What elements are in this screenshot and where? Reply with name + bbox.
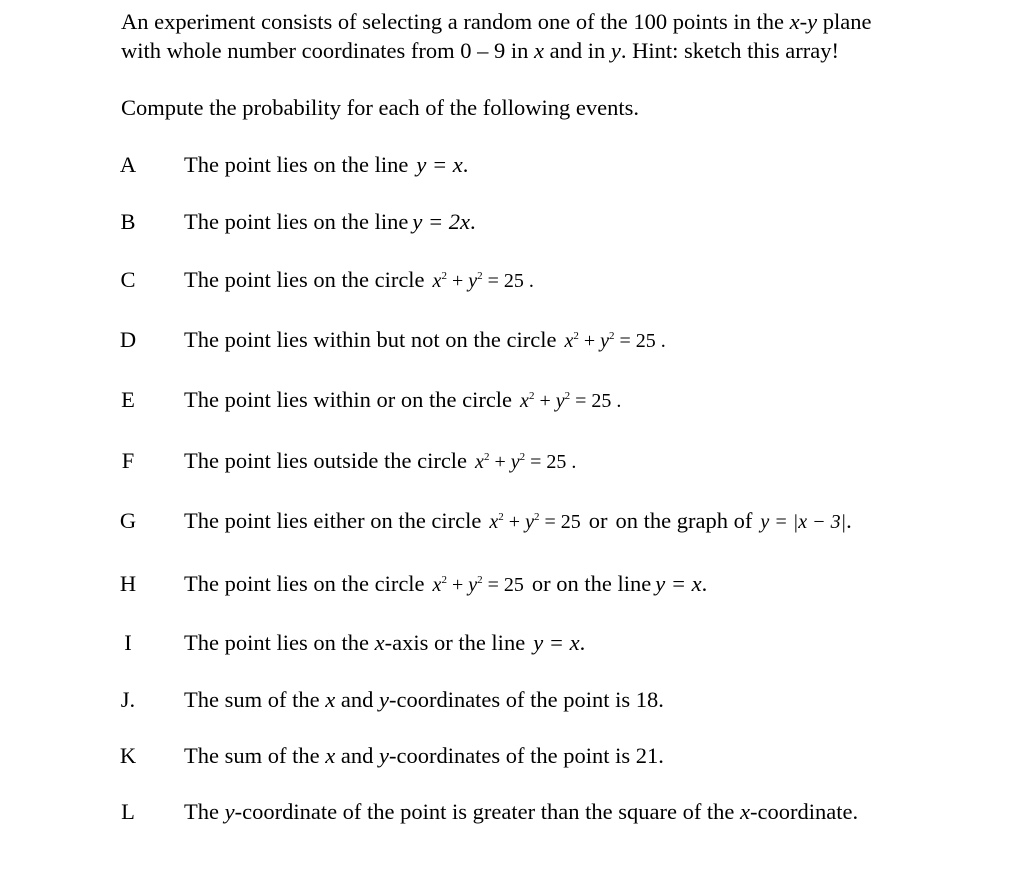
event-letter: H (119, 571, 137, 596)
intro-text: . Hint: sketch this array! (620, 38, 839, 63)
event-letter: L (121, 799, 135, 824)
equation: y = 2x (412, 209, 470, 234)
intro-var: x-y (789, 9, 818, 34)
event-text: The point lies outside the circle $x^2 + y^2 = 25$ . (184, 448, 577, 473)
circle-equation: $x^2 + y^2 = 25$ (489, 511, 581, 533)
event-letter: I (124, 630, 132, 655)
event-item-j (0, 685, 1024, 715)
event-item-h (0, 569, 1024, 599)
event-letter: D (119, 327, 137, 352)
event-text: The point lies on the circle $x^2 + y^2 = 25$ or on the line y = x. (184, 571, 708, 596)
event-letter: A (119, 152, 137, 177)
equation: y = x (533, 630, 580, 655)
event-letter: B (120, 209, 136, 234)
circle-equation: $x^2 + y^2 = 25$ . (475, 451, 577, 473)
intro-text: with whole number coordinates from 0 – 9 in (121, 38, 535, 63)
event-text: The sum of the x and y-coordinates of the point is 18. (184, 687, 664, 712)
event-item-k (0, 741, 1024, 771)
equation: y = x (655, 571, 702, 596)
circle-equation: $x^2 + y^2 = 25$ . (564, 330, 666, 352)
intro-text: An experiment consists of selecting a random one of the 100 points in the (121, 9, 790, 34)
event-item-b (0, 207, 1024, 237)
event-text: The point lies on the x-axis or the line y = x. (184, 630, 586, 655)
intro-var: x (534, 38, 545, 63)
event-letter: F (121, 448, 135, 473)
event-text: The point lies on the circle $x^2 + y^2 = 25$ . (184, 267, 534, 292)
event-item-c (0, 265, 1024, 295)
intro-text: and in (544, 38, 611, 63)
event-item-e (0, 385, 1024, 415)
event-item-d (0, 325, 1024, 355)
absolute-value-equation: y = |x − 3| (760, 511, 847, 533)
event-text: The point lies on the line y = 2x. (184, 209, 476, 234)
event-text: The y-coordinate of the point is greater than the square of the x-coordinate. (184, 799, 859, 824)
equation: y = x (416, 152, 463, 177)
intro-paragraph (121, 7, 1001, 65)
event-item-i (0, 628, 1024, 658)
circle-equation: $x^2 + y^2 = 25$ . (432, 270, 534, 292)
circle-equation: $x^2 + y^2 = 25$ (432, 574, 524, 596)
event-letter: G (119, 508, 137, 533)
event-letter: C (120, 267, 136, 292)
event-letter: J. (120, 687, 136, 712)
event-text: The point lies either on the circle $x^2 + y^2 = 25$ or on the graph of y = |x − 3|. (184, 508, 852, 533)
circle-equation: $x^2 + y^2 = 25$ . (520, 390, 622, 412)
event-letter: K (119, 743, 137, 768)
intro-text: plane (817, 9, 872, 34)
event-item-f (0, 446, 1024, 476)
event-letter: E (121, 387, 135, 412)
event-item-a (0, 150, 1024, 180)
event-text: The point lies within but not on the circle $x^2 + y^2 = 25$ . (184, 327, 666, 352)
event-item-l (0, 797, 1024, 827)
event-text: The point lies on the line y = x. (184, 152, 469, 177)
instruction: Compute the probability for each of the following events. (121, 95, 639, 120)
event-text: The sum of the x and y-coordinates of the point is 21. (184, 743, 664, 768)
event-item-g (0, 506, 1024, 536)
event-text: The point lies within or on the circle $x^2 + y^2 = 25$ . (184, 387, 622, 412)
intro-var: y (610, 38, 621, 63)
